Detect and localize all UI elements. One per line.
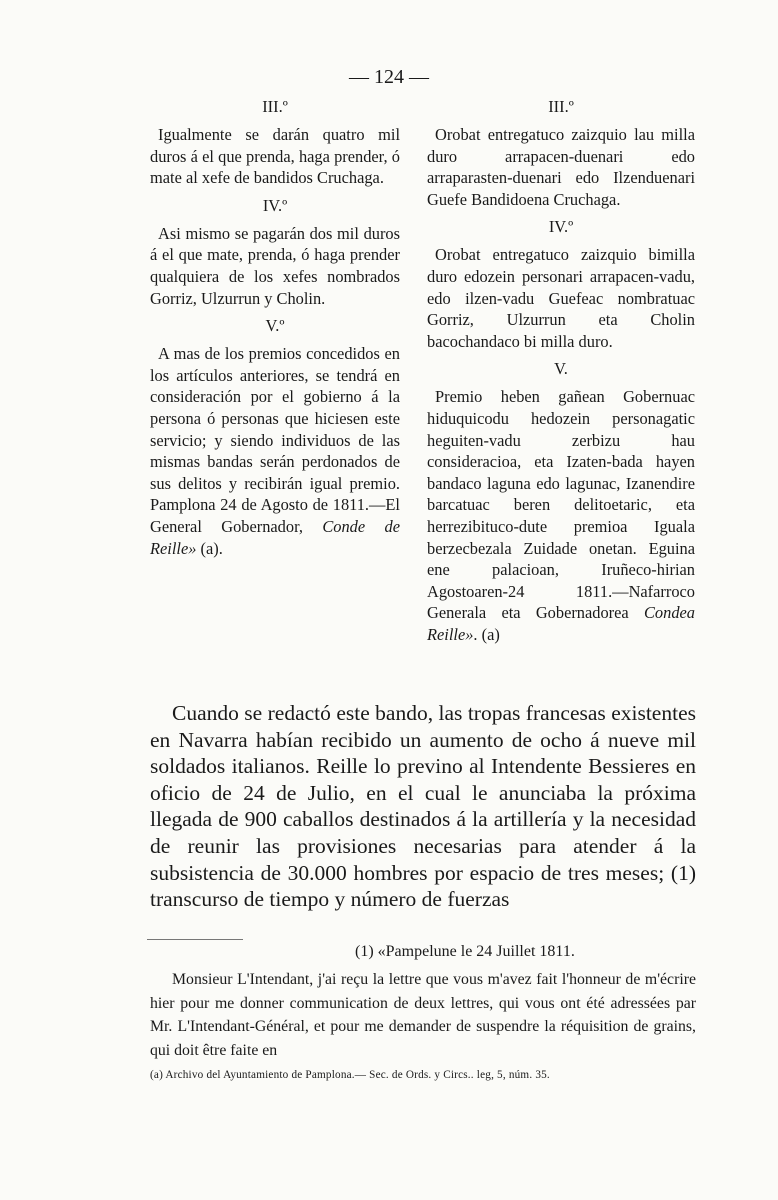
footnote-text: Monsieur L'Intendant, j'ai reçu la lettre que vous m'avez fait l'honneur de m'écrire hier pour me donner communication de deux lettres, qui vous ont été adressées par Mr. L'Intendant-Général, et pour me demander de suspendre la réquisition de grains, qui doit être faite en [150,971,696,1059]
section-text: Orobat entregatuco zaizquio lau milla duro arrapacen-duenari edo arraparasten-duenari edo Ilzenduenari Guefe Bandidoena Cruchaga. [427,125,695,209]
section-text-body: A mas de los premios concedidos en los artículos anteriores, se tendrá en consideración por el gobierno á la persona ó personas que hiciesen este servicio; y siendo individuos de las mismas bandas serán perdonados de sus delitos y recibirán igual premio. Pamplona 24 de Agosto de 1811.—El General Gobernador, [150,344,400,536]
main-paragraph [150,700,696,913]
section-heading: III.º [548,97,574,116]
page-number: — 124 — [349,66,429,88]
section-text [427,386,695,645]
section-text: Orobat entregatuco zaizquio bimilla duro edozein personari arrapacen-vadu, edo ilzen-vadu Guefeac nombratuac Gorriz, Ulzurrun eta Cholin bacochandaco bi milla duro. [427,245,695,351]
section-text-tail: (a). [200,538,223,558]
section-heading: III.º [262,97,288,116]
basque-column [427,96,695,651]
section-heading: V. [554,359,568,379]
archive-note: (a) Archivo del Ayuntamiento de Pamplona.— Sec. de Ords. y Circs.. leg, 5, núm. 35. [150,1069,550,1081]
footnote-marker: (1) «Pampelune le 24 Juillet 1811. [355,943,575,960]
section-heading: V.º [265,316,285,336]
section-text: Igualmente se darán quatro mil duros á el que prenda, haga prender, ó mate al xefe de bandidos Cruchaga. [150,125,400,188]
footnote-divider [147,939,243,940]
section-text-body: Premio heben gañean Gobernuac hiduquicodu hedozein personagatic heguiten-vadu zerbizu hau consideracioa, eta Izaten-bada hayen bandaco laguna edo lagunac, Izanendire barcatuac beren delitoetaric, eta herrezibituco-dute premioa Iguala berzecbezala Zuidade onetan. Eguina ene palacioan, Iruñeco-hirian Agostoaren-24 1811.—Nafarroco Generala eta Gobernadorea [427,387,695,623]
section-text [150,343,400,559]
signature: Condea Reille» [427,603,695,644]
signature: Conde de Reille» [150,516,400,558]
main-paragraph-text: Cuando se redactó este bando, las tropas francesas existentes en Navarra habían recibido un aumento de ocho á nueve mil soldados italianos. Reille lo previno al Intendente Bessieres en oficio de 24 de Julio, en el cual le anunciaba la próxima llegada de 900 caballos destinados á la artillería y la necesidad de reunir las provisiones necesarias para atender á la subsistencia de 30.000 hombres por espacio de tres meses; (1) transcurso de tiempo y número de fuerzas [150,701,696,912]
footnote-body [150,968,696,1062]
section-heading: IV.º [262,195,288,215]
section-heading: IV.º [548,217,574,237]
section-text: Asi mismo se pagarán dos mil duros á el que mate, prenda, ó haga prender qualquiera de los xefes nombrados Gorriz, Ulzurrun y Cholin. [150,223,400,308]
spanish-column [150,96,400,565]
section-text-tail: . (a) [473,624,500,644]
